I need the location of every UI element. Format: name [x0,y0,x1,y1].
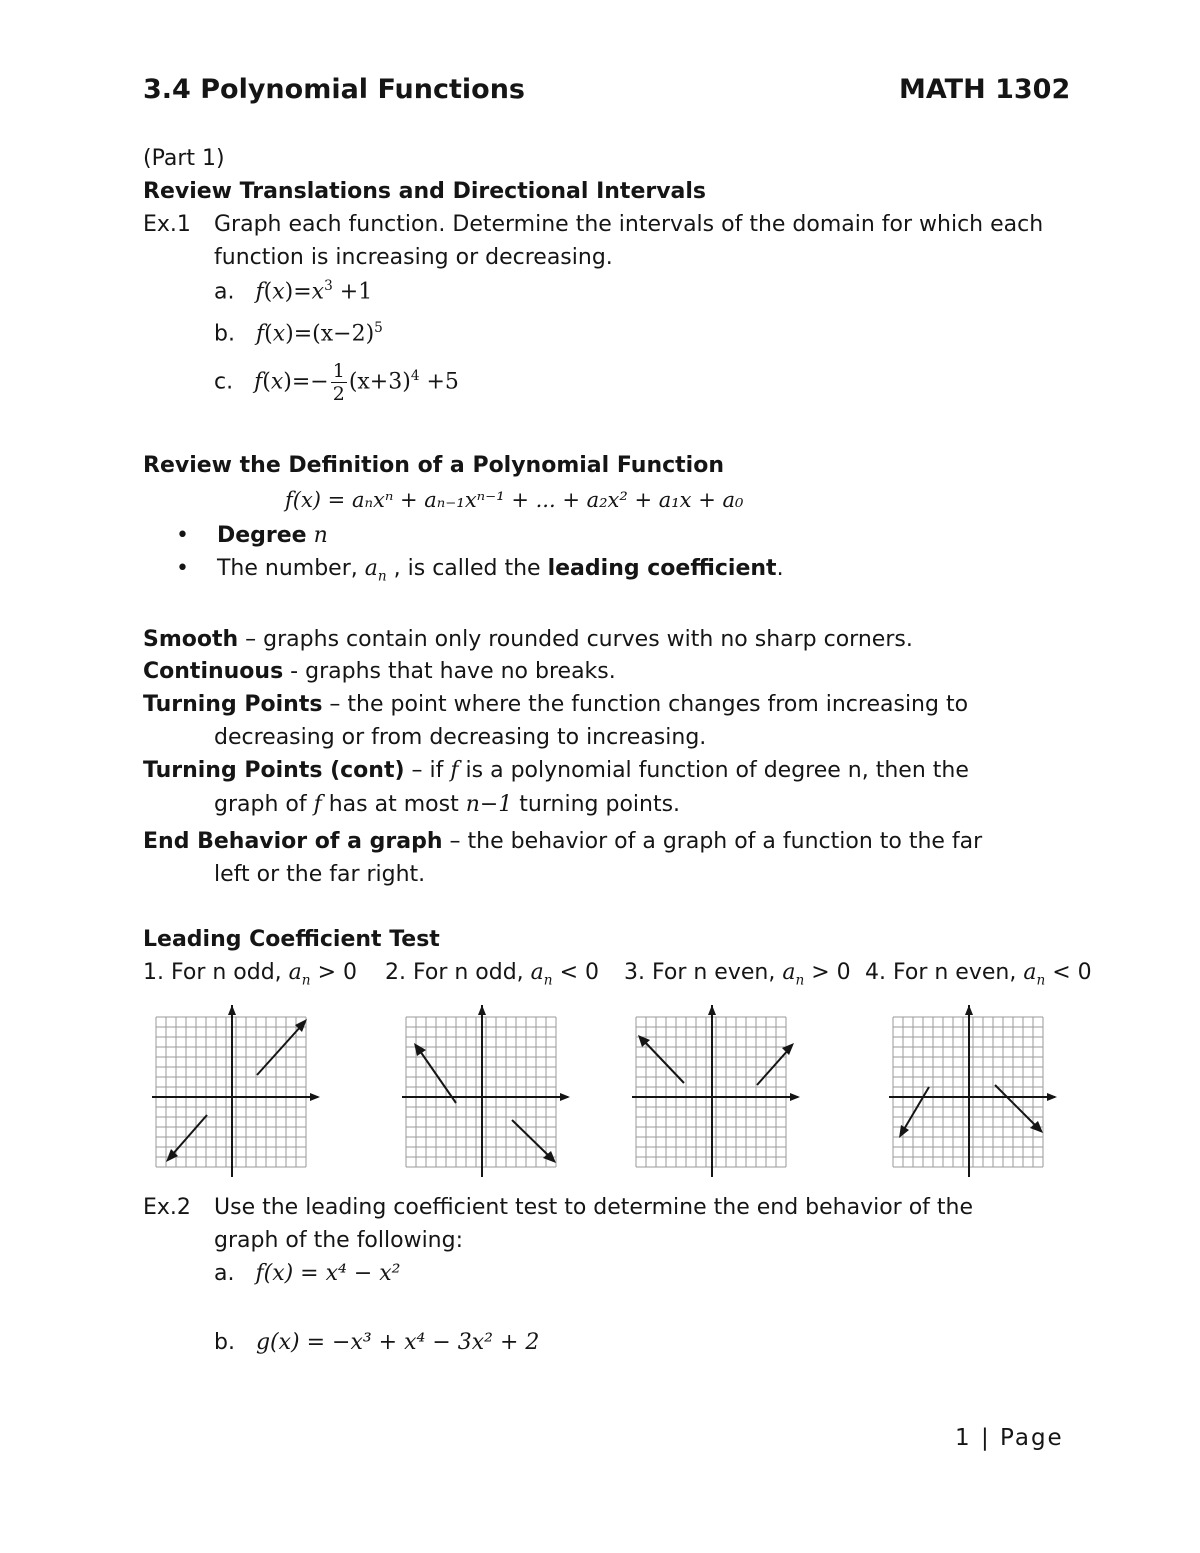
end-behavior-arrow-left-down [172,1115,207,1155]
term-turning-points: Turning Points – the point where the function changes from increasing to [143,692,969,717]
x-axis-arrow [560,1093,570,1101]
section-heading-translations: Review Translations and Directional Intervals [143,179,707,204]
term-turning-points-line2: decreasing or from decreasing to increasing. [214,725,707,750]
lct-case-4: 4. For n even, $a_n < 0$ [865,960,1092,989]
section-heading-lct: Leading Coefficient Test [143,927,440,952]
term-smooth: Smooth – graphs contain only rounded curves with no sharp corners. [143,627,913,652]
lct-case-1: 1. For n odd, $a_n > 0$ [143,960,357,989]
bullet-leading-coefficient: • The number, $a_n$ , is called the leading coefficient. [176,556,784,585]
term-turning-points-cont-line2: graph of f has at most n−1 turning points. [214,792,681,817]
lct-graph-4 [889,1005,1059,1177]
ex1-instruction-line1: Graph each function. Determine the intervals of the domain for which each [214,212,1044,237]
y-axis-arrow [965,1005,973,1015]
section-heading-definition: Review the Definition of a Polynomial Function [143,453,724,478]
ex2-item-b: b. g(x) = −x³ + x⁴ − 3x² + 2 [214,1330,540,1355]
bullet-degree: • Degree n [176,523,328,548]
ex1-label: Ex.1 [143,212,191,237]
end-behavior-arrow-left-down [903,1087,929,1131]
polynomial-formula: f(x) = aₙxⁿ + aₙ₋₁xⁿ⁻¹ + ... + a₂x² + a₁x + a₀ [285,488,744,512]
ex1-item-b: b. $f(x)=(x-2)^5$ [214,320,383,347]
ex2-item-a: a. f(x) = x⁴ − x² [214,1261,401,1286]
term-turning-points-cont: Turning Points (cont) – if f is a polynomial function of degree n, then the [143,758,969,783]
term-continuous: Continuous - graphs that have no breaks. [143,659,616,684]
term-end-behavior-line2: left or the far right. [214,862,426,887]
lct-graph-1 [152,1005,322,1177]
ex2-instruction-line2: graph of the following: [214,1228,464,1253]
lct-graph-3 [632,1005,802,1177]
ex2-label: Ex.2 [143,1195,191,1220]
page-title: 3.4 Polynomial Functions [143,74,526,105]
end-behavior-arrow-right-down [995,1085,1037,1127]
y-axis-arrow [228,1005,236,1015]
term-end-behavior: End Behavior of a graph – the behavior of a graph of a function to the far [143,829,983,854]
y-axis-arrow [708,1005,716,1015]
y-axis-arrow [478,1005,486,1015]
ex1-instruction-line2: function is increasing or decreasing. [214,245,613,270]
lct-graph-2 [402,1005,572,1177]
lct-case-3: 3. For n even, $a_n > 0$ [624,960,851,989]
x-axis-arrow [1047,1093,1057,1101]
arrowhead-icon [782,1043,794,1055]
x-axis-arrow [790,1093,800,1101]
ex1-item-c: c. f(x)=− $\frac{1}{2}$ $(x+3)^4 +5$ [214,360,459,405]
lct-case-2: 2. For n odd, $a_n < 0$ [385,960,599,989]
course-code: MATH 1302 [899,74,1071,105]
fraction-one-half: $\frac{1}{2}$ [332,360,345,405]
part-label: (Part 1) [143,146,225,171]
bullet-dot: • [176,523,189,548]
page-number: 1 | Page [955,1425,1064,1451]
ex1-item-a: a. $f(x)=x^3 +1$ [214,278,373,305]
x-axis-arrow [310,1093,320,1101]
ex2-instruction-line1: Use the leading coefficient test to determine the end behavior of the [214,1195,974,1220]
bullet-dot: • [176,556,189,581]
end-behavior-arrow-right-down [512,1120,550,1157]
